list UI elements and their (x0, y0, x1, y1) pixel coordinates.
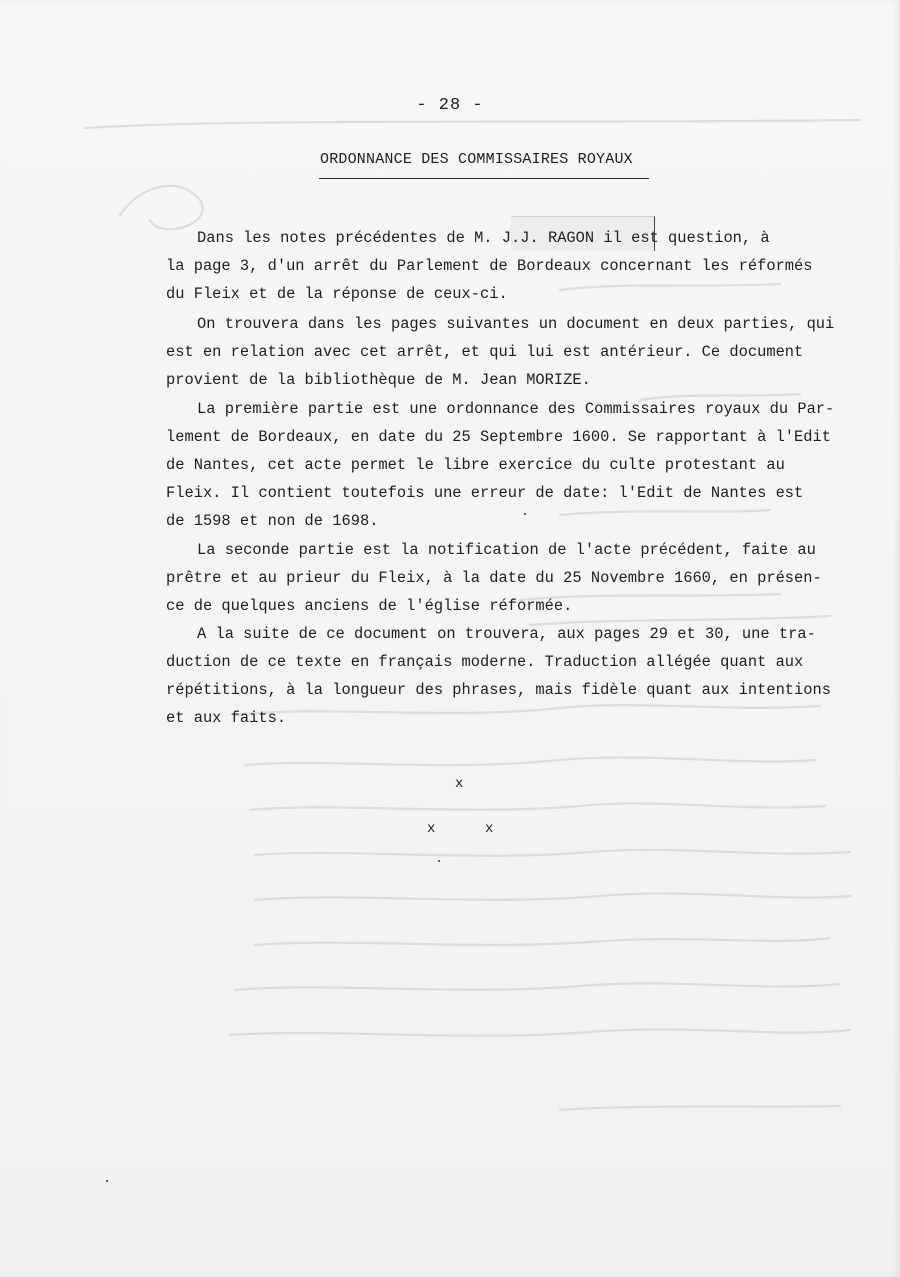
text-line: La seconde partie est la notification de l'acte précédent, faite au (197, 541, 816, 559)
page-number: - 28 - (416, 96, 484, 115)
text-line: répétitions, à la longueur des phrases, mais fidèle quant aux intentions (166, 681, 831, 699)
paragraph-3 (166, 395, 834, 535)
ink-speck (438, 860, 440, 862)
paragraph-1 (166, 224, 813, 308)
paragraph-5 (166, 620, 831, 732)
paragraph-4 (166, 536, 822, 620)
separator-mark: x (427, 821, 436, 837)
text-line: de 1598 et non de 1698. (166, 512, 379, 530)
text-line: On trouvera dans les pages suivantes un document en deux parties, qui (197, 315, 835, 333)
text-line: du Fleix et de la réponse de ceux-ci. (166, 285, 508, 303)
text-line: et aux faits. (166, 709, 287, 727)
text-line: Fleix. Il contient toutefois une erreur de date: l'Edit de Nantes est (166, 484, 804, 502)
text-line: est en relation avec cet arrêt, et qui lui est antérieur. Ce document (166, 343, 804, 361)
text-line: A la suite de ce document on trouvera, aux pages 29 et 30, une tra- (197, 625, 816, 643)
paragraph-2 (166, 310, 834, 394)
text-line: provient de la bibliothèque de M. Jean MORIZE. (166, 371, 591, 389)
text-line: ce de quelques anciens de l'église réformée. (166, 597, 573, 615)
ink-speck (524, 513, 526, 515)
separator-mark: x (485, 821, 494, 837)
text-line: la page 3, d'un arrêt du Parlement de Bordeaux concernant les réformés (166, 257, 813, 275)
text-line: Dans les notes précédentes de M. J.J. RAGON il est question, à (197, 229, 770, 247)
ink-speck (106, 1180, 108, 1182)
text-line: lement de Bordeaux, en date du 25 Septembre 1600. Se rapportant à l'Edit (166, 428, 831, 446)
text-line: duction de ce texte en français moderne. Traduction allégée quant aux (166, 653, 804, 671)
text-line: La première partie est une ordonnance des Commissaires royaux du Par- (197, 400, 835, 418)
text-line: prêtre et au prieur du Fleix, à la date du 25 Novembre 1660, en présen- (166, 569, 822, 587)
document-title: ORDONNANCE DES COMMISSAIRES ROYAUX (320, 151, 633, 168)
separator-mark: x (455, 776, 464, 792)
title-underline (319, 178, 649, 179)
text-line: de Nantes, cet acte permet le libre exercice du culte protestant au (166, 456, 785, 474)
